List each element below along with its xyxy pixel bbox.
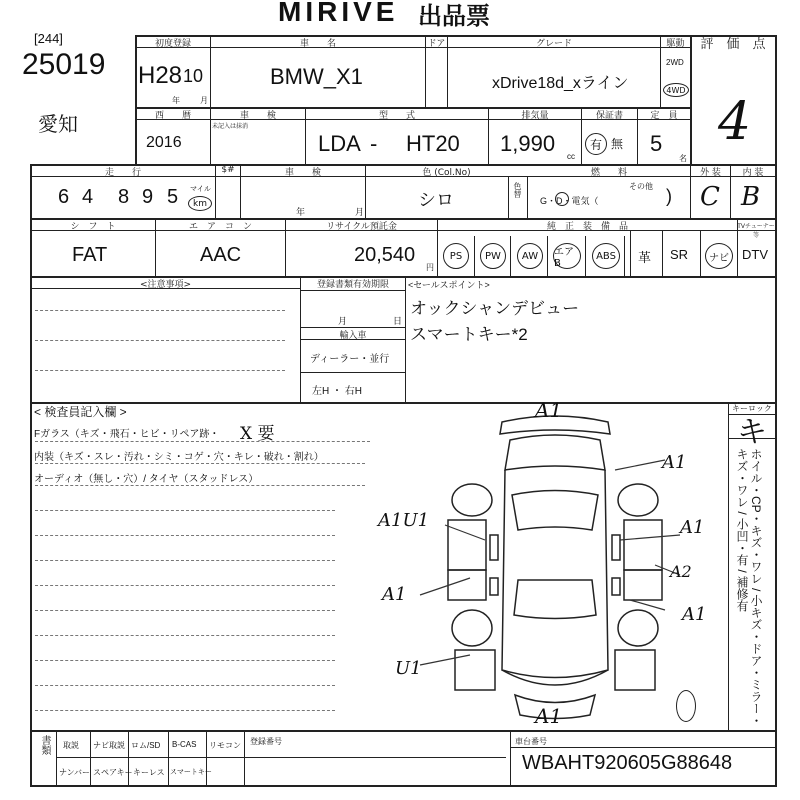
damage-mark: U1 bbox=[395, 658, 422, 679]
label-year: 西 暦 bbox=[154, 111, 191, 121]
label-import: 輸入車 bbox=[339, 331, 367, 341]
label-shaken: 車 検 bbox=[239, 111, 276, 121]
label-fuel: 燃 料 bbox=[590, 168, 627, 178]
lot-tag: [244] bbox=[34, 31, 63, 46]
registration-month-unit: 月 bbox=[200, 96, 208, 105]
inspector-line bbox=[35, 710, 335, 711]
warranty-no: 無 bbox=[611, 137, 624, 151]
displacement-unit: cc bbox=[567, 152, 575, 161]
recycle-unit: 円 bbox=[426, 263, 434, 272]
inspector-line bbox=[35, 485, 365, 486]
doc-item-keyless: キーレス bbox=[133, 768, 165, 777]
model-dash: - bbox=[370, 131, 378, 156]
damage-mark: A2 bbox=[670, 562, 692, 581]
registration-year-unit: 年 bbox=[172, 96, 180, 105]
fuel-other: その他 bbox=[629, 182, 653, 191]
mileage-digit: 9 bbox=[142, 186, 154, 208]
label-first-registration: 初度登録 bbox=[154, 39, 191, 49]
equipment-abs-circle: ABS bbox=[592, 243, 620, 269]
color-change: 色替 bbox=[513, 182, 522, 198]
ac-value: AAC bbox=[200, 244, 242, 266]
model-prefix: LDA bbox=[318, 131, 361, 156]
label-vin: 車台番号 bbox=[515, 737, 547, 746]
fuel-close-paren: ) bbox=[666, 186, 672, 206]
registration-year: H28 bbox=[138, 62, 183, 89]
mileage-digit: 6 bbox=[58, 186, 70, 208]
label-interior: 内 装 bbox=[742, 168, 764, 178]
vin-value: WBAHT920605G88648 bbox=[522, 752, 733, 774]
inspector-interior: 内装（キズ・スレ・汚れ・シミ・コゲ・穴・キレ・破れ・割れ） bbox=[34, 452, 324, 463]
fuel-selected-circle bbox=[555, 192, 569, 206]
doc-item-navi-manual: ナビ取説 bbox=[93, 741, 125, 750]
label-keylock: キーロック bbox=[732, 404, 772, 413]
body-color: シロ bbox=[418, 190, 454, 210]
note-line bbox=[35, 340, 285, 341]
damage-mark: A1 bbox=[382, 584, 407, 605]
damage-mark: A1 bbox=[680, 517, 705, 538]
inspector-line bbox=[35, 635, 335, 636]
doc-item-bcas: B-CAS bbox=[172, 740, 197, 749]
equipment-airbag-circle: エアB bbox=[553, 243, 581, 269]
doc-item-remote: リモコン bbox=[209, 741, 241, 750]
inspector-glass: Fガラス（キズ・飛石・ヒビ・リペア跡・ bbox=[34, 429, 220, 440]
damage-mark: A1U1 bbox=[378, 510, 430, 531]
inspector-line bbox=[35, 585, 335, 586]
form-title: 出品票 bbox=[418, 3, 490, 30]
inspector-line bbox=[35, 441, 370, 442]
side-checks: ホイル・CP・キズ・ワレ / 小キズ・ドア・ミラー・キズ・ワレ / 小凹・有 / 補修有 bbox=[735, 448, 763, 727]
shaken-note: 未記入は抹消 bbox=[212, 124, 249, 130]
brand-logo: MIRIVE bbox=[278, 0, 399, 27]
model-year: 2016 bbox=[146, 134, 182, 151]
exterior-grade: C bbox=[700, 182, 720, 212]
doc-item-plate: ナンバー bbox=[59, 768, 91, 777]
sales-point-line: オックシャンデビュー bbox=[410, 299, 580, 318]
inspector-line bbox=[35, 535, 335, 536]
keylock-value: キ bbox=[737, 415, 767, 450]
label-history: 車 検 bbox=[284, 168, 321, 178]
recycle-value: 20,540 bbox=[354, 244, 416, 266]
label-color: 色 (Col.No) bbox=[422, 168, 471, 178]
label-ac: エ ア コ ン bbox=[188, 222, 252, 232]
label-drive: 駆動 bbox=[666, 39, 685, 49]
doc-item-manual: 取説 bbox=[63, 741, 79, 750]
history-year-unit: 年 bbox=[296, 207, 306, 217]
label-warranty: 保証書 bbox=[595, 111, 623, 121]
label-exterior: 外 装 bbox=[700, 168, 721, 178]
registration-month: 10 bbox=[183, 66, 204, 86]
equipment-ps-circle: PS bbox=[443, 243, 469, 269]
inspector-line bbox=[35, 463, 365, 464]
label-door: ドア bbox=[427, 39, 446, 49]
damage-leader-lines bbox=[400, 400, 720, 720]
doc-item-spare-key: スペアキー bbox=[93, 768, 133, 777]
label-model: 型 式 bbox=[378, 111, 415, 121]
mileage-unit-mile: マイル bbox=[190, 186, 211, 193]
inspector-line bbox=[35, 685, 335, 686]
side-circle bbox=[676, 690, 696, 722]
note-line bbox=[35, 310, 285, 311]
equipment-aw-circle: AW bbox=[517, 243, 543, 269]
inspector-line bbox=[35, 660, 335, 661]
label-score: 評 価 点 bbox=[700, 37, 766, 52]
damage-mark: A1 bbox=[682, 604, 707, 625]
label-car-name: 車 名 bbox=[299, 39, 336, 49]
equipment-navi-circle: ナビ bbox=[705, 243, 733, 269]
label-equipment: 純 正 装 備 品 bbox=[546, 222, 628, 232]
displacement: 1,990 bbox=[500, 131, 556, 156]
equipment-sunroof: SR bbox=[670, 247, 689, 262]
doc-item-rom-sd: ロム/SD bbox=[131, 741, 161, 750]
damage-mark: A1 bbox=[662, 452, 687, 473]
label-sales-point: <セールスポイント> bbox=[408, 280, 490, 290]
inspector-audio: オーディオ（無し・穴）/ タイヤ（スタッドレス） bbox=[34, 474, 259, 485]
fuel-options: G・D・電気（ bbox=[540, 196, 599, 206]
inspector-line bbox=[35, 560, 335, 561]
score-value: 4 bbox=[718, 92, 752, 152]
sales-point-line: スマートキー*2 bbox=[410, 325, 528, 344]
equipment-dtv: DTV bbox=[742, 247, 768, 262]
mileage-unit-km-circle: km bbox=[188, 196, 212, 211]
label-shift: シ フ ト bbox=[70, 222, 116, 232]
inspector-line bbox=[35, 610, 335, 611]
shift-value: FAT bbox=[72, 244, 108, 266]
history-month-unit: 月 bbox=[355, 207, 365, 217]
label-recycle: リサイクル預託金 bbox=[326, 222, 397, 232]
damage-mark: A1 bbox=[535, 704, 563, 728]
inspector-line bbox=[35, 510, 335, 511]
label-capacity: 定 員 bbox=[650, 111, 678, 121]
label-tv-tuner: TVチューナー等 bbox=[737, 223, 775, 239]
doc-item-smart-key: スマートキー bbox=[170, 769, 212, 776]
drive-4wd-circle: 4WD bbox=[663, 83, 689, 97]
steering-side: 左H ・ 右H bbox=[312, 386, 362, 397]
label-doc-deadline: 登録書類有効期限 bbox=[316, 280, 389, 290]
label-inspector: < 検査員記入欄 > bbox=[34, 405, 127, 419]
interior-grade: B bbox=[741, 182, 761, 212]
doc-deadline-month: 月 bbox=[338, 316, 348, 326]
lot-number: 25019 bbox=[22, 48, 106, 81]
glass-mark: X 要 bbox=[240, 424, 275, 444]
doc-deadline-day: 日 bbox=[393, 316, 403, 326]
damage-mark: A1 bbox=[535, 398, 563, 422]
capacity-unit: 名 bbox=[679, 154, 687, 163]
dealer-parallel: ディーラー・並行 bbox=[310, 354, 390, 365]
label-notes: <注意事項> bbox=[139, 280, 192, 290]
region: 愛知 bbox=[38, 112, 78, 136]
grade: xDrive18d_xライン bbox=[492, 75, 629, 92]
label-docs: 書類 bbox=[39, 735, 50, 755]
mileage-digit: 5 bbox=[167, 186, 179, 208]
car-name: BMW_X1 bbox=[270, 64, 363, 89]
label-grade: グレード bbox=[535, 39, 572, 49]
capacity: 5 bbox=[650, 131, 663, 156]
label-meter: $# bbox=[221, 165, 235, 175]
label-displacement: 排気量 bbox=[521, 111, 549, 121]
note-line bbox=[35, 370, 285, 371]
label-mileage: 走 行 bbox=[104, 168, 141, 178]
mileage-digit: 8 bbox=[118, 186, 130, 208]
equipment-leather: 革 bbox=[638, 250, 652, 265]
label-registration-number: 登録番号 bbox=[250, 737, 282, 746]
equipment-pw-circle: PW bbox=[480, 243, 506, 269]
mileage-digit: 4 bbox=[82, 186, 94, 208]
model-code: HT20 bbox=[406, 131, 460, 156]
warranty-yes-circle: 有 bbox=[585, 133, 607, 155]
drive-2wd: 2WD bbox=[666, 58, 684, 67]
